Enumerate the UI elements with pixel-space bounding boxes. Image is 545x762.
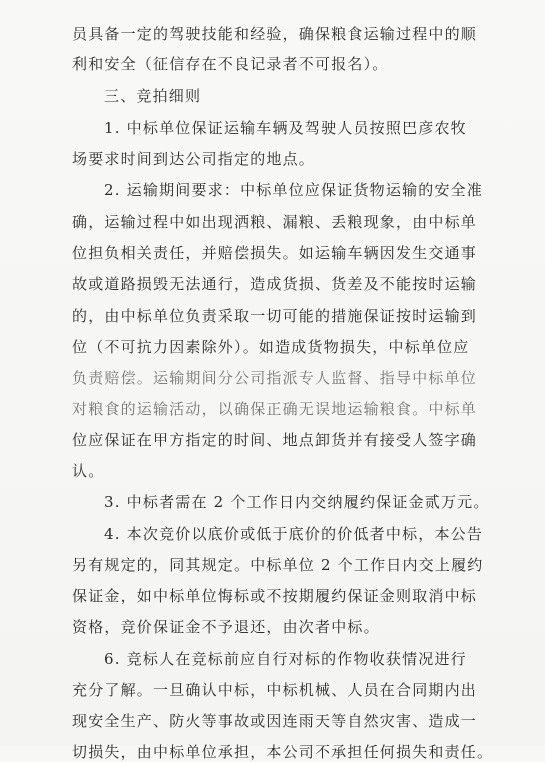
text-line-24: 切损失，由中标单位承担，本公司不承担任何损失和责任。	[72, 743, 494, 761]
text-line-22: 充分了解。一旦确认中标，中标机械、人员在合同期内出	[72, 681, 478, 699]
text-line-6: 2. 运输期间要求：中标单位应保证货物运输的安全准	[104, 181, 484, 199]
text-line-4: 1. 中标单位保证运输车辆及驾驶人员按照巴彦农牧	[104, 119, 467, 137]
text-line-12: 负责赔偿。运输期间分公司指派专人监督、指导中标单位	[72, 369, 478, 387]
text-line-7: 确，运输过程中如出现洒粮、漏粮、丢粮现象，由中标单	[72, 213, 478, 231]
text-line-18: 另有规定的，同其规定。中标单位 2 个工作日内交上履约	[72, 556, 484, 574]
text-line-15: 认。	[72, 462, 105, 480]
text-line-21: 6. 竞标人在竞标前应自行对标的作物收获情况进行	[104, 650, 467, 668]
text-line-14: 位应保证在甲方指定的时间、地点卸货并有接受人签字确	[72, 431, 478, 449]
text-line-20: 资格，竞价保证金不予退还，由次者中标。	[72, 618, 380, 636]
text-line-11: 位（不可抗力因素除外）。如造成货物损失，中标单位应	[72, 338, 470, 356]
text-line-5: 场要求时间到达公司指定的地点。	[72, 150, 316, 168]
text-line-13: 对粮食的运输活动，以确保正确无误地运输粮食。中标单	[72, 400, 478, 418]
text-line-17: 4. 本次竞价以底价或低于底价的价低者中标，本公告	[104, 525, 484, 543]
text-line-10: 的，由中标单位负责采取一切可能的措施保证按时运输到	[72, 307, 478, 325]
section-heading: 三、竞拍细则	[104, 87, 202, 105]
text-line-9: 故或道路损毁无法通行，造成货损、货差及不能按时运输	[72, 275, 478, 293]
text-line-16: 3. 中标者需在 2 个工作日内交纳履约保证金贰万元。	[104, 493, 490, 511]
text-line-23: 现安全生产、防火等事故或因连雨天等自然灾害、造成一	[72, 712, 478, 730]
text-line-19: 保证金，如中标单位悔标或不按期履约保证金则取消中标	[72, 587, 478, 605]
text-line-2: 利和安全（征信存在不良记录者不可报名）。	[72, 55, 389, 73]
text-line-8: 位担负相关责任，并赔偿损失。如运输车辆因发生交通事	[72, 244, 478, 262]
text-line-1: 员具备一定的驾驶技能和经验，确保粮食运输过程中的顺	[72, 25, 478, 43]
